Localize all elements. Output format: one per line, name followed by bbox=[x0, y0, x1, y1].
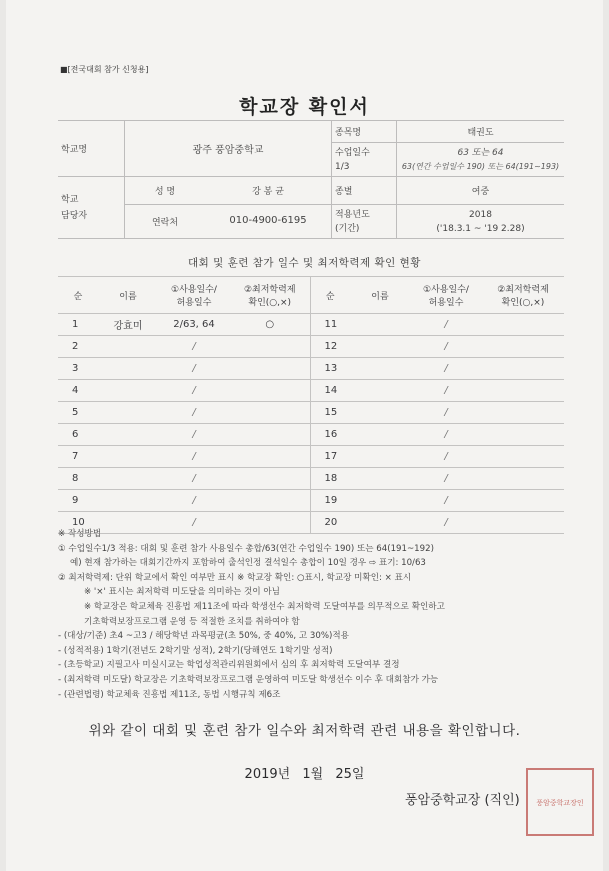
row-days: / bbox=[158, 490, 230, 512]
event-label: 종목명 bbox=[332, 121, 397, 143]
contact-value: 010-4900-6195 bbox=[229, 215, 307, 226]
row-check bbox=[482, 402, 564, 424]
table-row bbox=[58, 358, 564, 380]
name-label: 성 명 bbox=[154, 187, 176, 197]
form-tag: ■[전국대회 참가 신청용] bbox=[60, 65, 149, 74]
row-check bbox=[230, 402, 310, 424]
name-value: 강 봉 균 bbox=[252, 187, 284, 197]
row-days: / bbox=[410, 336, 482, 358]
header-name: 이름 bbox=[98, 277, 158, 314]
gender-value: 여중 bbox=[397, 177, 565, 205]
note-line: - (성적적용) 1학기(전년도 2학기말 성적), 2학기(당해연도 1학기말 성적) bbox=[58, 645, 333, 656]
days-value-2: 63(연간 수업일수 190) 또는 64(191~193) bbox=[401, 161, 560, 171]
period-label-2: (기간) bbox=[335, 223, 360, 234]
row-days: / bbox=[410, 424, 482, 446]
row-days: / bbox=[410, 358, 482, 380]
row-no: 12 bbox=[310, 336, 350, 358]
row-name bbox=[98, 468, 158, 490]
row-no: 2 bbox=[58, 336, 98, 358]
event-value: 태권도 bbox=[397, 121, 565, 143]
row-check bbox=[482, 424, 564, 446]
row-check bbox=[482, 446, 564, 468]
row-name bbox=[350, 446, 410, 468]
row-days: / bbox=[410, 314, 482, 336]
note-line: ※ 학교장은 학교체육 진흥법 제11조에 따라 학생선수 최저학력 도달여부를 의무적으로 확인하고 bbox=[84, 601, 445, 612]
row-no: 10 bbox=[58, 512, 98, 534]
row-name bbox=[98, 424, 158, 446]
row-days: / bbox=[158, 446, 230, 468]
table-header-row bbox=[58, 277, 564, 314]
principal-signature: 풍암중학교장 (직인) bbox=[405, 793, 520, 808]
row-name bbox=[98, 380, 158, 402]
row-no: 13 bbox=[310, 358, 350, 380]
row-no: 4 bbox=[58, 380, 98, 402]
header-name: 이름 bbox=[350, 277, 410, 314]
row-check bbox=[482, 490, 564, 512]
header-days: ①사용일수/ 허용일수 bbox=[158, 277, 230, 314]
row-name bbox=[350, 402, 410, 424]
row-no: 9 bbox=[58, 490, 98, 512]
row-days: / bbox=[158, 336, 230, 358]
row-name bbox=[350, 424, 410, 446]
row-days: / bbox=[158, 424, 230, 446]
row-name bbox=[350, 490, 410, 512]
row-name bbox=[350, 380, 410, 402]
row-name bbox=[98, 490, 158, 512]
row-days: / bbox=[410, 402, 482, 424]
row-days: / bbox=[158, 402, 230, 424]
table-row bbox=[58, 424, 564, 446]
row-no: 5 bbox=[58, 402, 98, 424]
school-label: 학교명 bbox=[58, 121, 125, 177]
row-no: 16 bbox=[310, 424, 350, 446]
row-no: 20 bbox=[310, 512, 350, 534]
row-no: 7 bbox=[58, 446, 98, 468]
row-name bbox=[350, 314, 410, 336]
row-check bbox=[230, 468, 310, 490]
note-line: - (최저학력 미도달) 학교장은 기초학력보장프로그램 운영하여 미도달 학생선수 이수 후 대회참가 가능 bbox=[58, 674, 439, 685]
row-check bbox=[230, 336, 310, 358]
header-check: ②최저학력제 확인(○,×) bbox=[482, 277, 564, 314]
row-no: 1 bbox=[58, 314, 98, 336]
row-check: ○ bbox=[230, 314, 310, 336]
days-label-1: 수업일수 bbox=[335, 147, 370, 158]
row-no: 14 bbox=[310, 380, 350, 402]
row-no: 18 bbox=[310, 468, 350, 490]
row-name bbox=[350, 336, 410, 358]
period-year: 2018 bbox=[469, 209, 492, 220]
row-days: / bbox=[410, 512, 482, 534]
row-no: 17 bbox=[310, 446, 350, 468]
row-name bbox=[98, 446, 158, 468]
section-subtitle: 대회 및 훈련 참가 일수 및 최저학력제 확인 현황 bbox=[188, 257, 421, 269]
note-line: ① 수업일수1/3 적용: 대회 및 훈련 참가 사용일수 총합/63(연간 수업일수 190) 또는 64(191~192) bbox=[58, 543, 434, 554]
note-line: ※ '×' 표시는 최저학력 미도달을 의미하는 것이 아님 bbox=[84, 587, 280, 598]
info-table bbox=[58, 120, 564, 239]
table-row bbox=[58, 380, 564, 402]
date-month: 1월 bbox=[302, 767, 324, 782]
days-value-1: 63 또는 64 bbox=[457, 147, 504, 158]
row-days: / bbox=[410, 380, 482, 402]
table-row bbox=[58, 336, 564, 358]
note-line: - (관련법령) 학교체육 진흥법 제11조, 동법 시행규칙 제6조 bbox=[58, 689, 281, 700]
row-check bbox=[230, 424, 310, 446]
row-name bbox=[98, 336, 158, 358]
table-row bbox=[58, 402, 564, 424]
header-no: 순 bbox=[58, 277, 98, 314]
row-name: 강효미 bbox=[98, 314, 158, 336]
row-days: / bbox=[158, 512, 230, 534]
note-line: - (초등학교) 지필고사 미실시교는 학업성적관리위원회에서 심의 후 최저학력 도달여부 결정 bbox=[58, 660, 400, 671]
school-name: 광주 풍암중학교 bbox=[125, 121, 332, 177]
row-days: 2/63, 64 bbox=[158, 314, 230, 336]
table-row bbox=[58, 490, 564, 512]
row-name bbox=[98, 358, 158, 380]
person-label-1: 학교 bbox=[61, 194, 79, 205]
row-no: 3 bbox=[58, 358, 98, 380]
confirm-text: 위와 같이 대회 및 훈련 참가 일수와 최저학력 관련 내용을 확인합니다. bbox=[88, 723, 521, 739]
row-check bbox=[230, 380, 310, 402]
row-days: / bbox=[158, 358, 230, 380]
row-check bbox=[482, 380, 564, 402]
page-title: 학교장 확인서 bbox=[239, 96, 370, 118]
row-days: / bbox=[410, 468, 482, 490]
row-no: 15 bbox=[310, 402, 350, 424]
row-days: / bbox=[410, 490, 482, 512]
row-check bbox=[482, 314, 564, 336]
row-no: 6 bbox=[58, 424, 98, 446]
note-line: - (대상/기준) 초4 ~고3 / 해당학년 과목평균(초 50%, 중 40%, 고 30%)적용 bbox=[58, 631, 349, 642]
row-days: / bbox=[410, 446, 482, 468]
date-day: 25일 bbox=[335, 767, 365, 782]
period-label-1: 적용년도 bbox=[335, 209, 370, 220]
period-range: ('18.3.1 ~ '19 2.28) bbox=[436, 223, 525, 234]
note-line: 기초학력보장프로그램 운영 등 적절한 조치를 취하여야 함 bbox=[84, 616, 300, 627]
table-row bbox=[58, 468, 564, 490]
header-days: ①사용일수/ 허용일수 bbox=[410, 277, 482, 314]
row-days: / bbox=[158, 468, 230, 490]
header-no: 순 bbox=[310, 277, 350, 314]
row-check bbox=[482, 336, 564, 358]
notes-section bbox=[58, 527, 578, 702]
row-no: 19 bbox=[310, 490, 350, 512]
row-check bbox=[482, 468, 564, 490]
official-seal: 풍암중학교장인 bbox=[526, 768, 594, 836]
table-row bbox=[58, 446, 564, 468]
header-check: ②최저학력제 확인(○,×) bbox=[230, 277, 310, 314]
row-days: / bbox=[158, 380, 230, 402]
gender-label: 종별 bbox=[332, 177, 397, 205]
row-check bbox=[230, 358, 310, 380]
participation-table bbox=[58, 276, 564, 534]
person-label-2: 담당자 bbox=[61, 210, 88, 221]
note-line: ② 최저학력제: 단위 학교에서 확인 여부만 표시 ※ 학교장 확인: ○표시, 학교장 미확인: × 표시 bbox=[58, 572, 412, 583]
row-no: 11 bbox=[310, 314, 350, 336]
contact-label: 연락처 bbox=[151, 218, 179, 228]
date-year: 2019년 bbox=[244, 767, 291, 782]
row-name bbox=[98, 402, 158, 424]
note-line: 예) 현재 참가하는 대회기간까지 포함하여 출석인정 결석일수 총합이 10일 경우 ⇨ 표기: 10/63 bbox=[70, 558, 426, 569]
row-no: 8 bbox=[58, 468, 98, 490]
notes-heading: ※ 작성방법 bbox=[58, 529, 102, 539]
row-check bbox=[230, 490, 310, 512]
row-check bbox=[482, 358, 564, 380]
row-name bbox=[350, 468, 410, 490]
row-name bbox=[350, 358, 410, 380]
row-check bbox=[230, 446, 310, 468]
table-row bbox=[58, 314, 564, 336]
issue-date bbox=[0, 763, 609, 782]
days-label-2: 1/3 bbox=[335, 161, 350, 172]
